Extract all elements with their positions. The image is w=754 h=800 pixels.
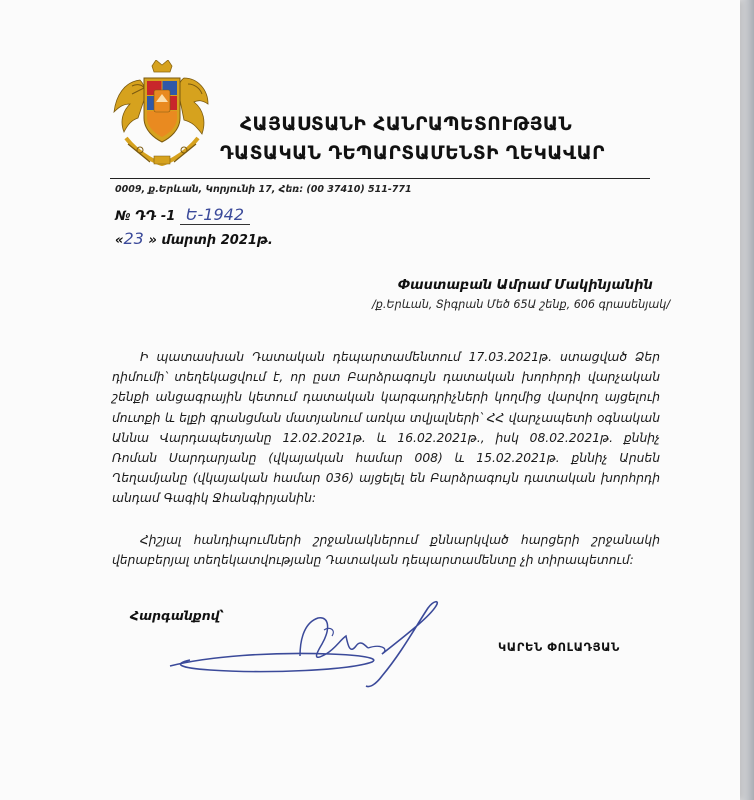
reference-number [115,205,250,224]
armenian-coat-of-arms-icon [110,60,214,170]
header-divider [110,178,650,179]
reference-handwritten-number: Ե-1942 [180,205,250,225]
body-paragraph-2: Հիշյալ հանդիպումների շրջանակներում քննարկված հարցերի շրջանակի վերաբերյալ տեղեկատվությանը Դատական դեպարտամենտը չի տիրապետում: [112,533,660,568]
page-edge-shadow [738,0,754,800]
body-paragraph-1: Ի պատասխան Դատական դեպարտամենտում 17.03.2021թ. ստացված Ձեր դիմումի՝ տեղեկացվում է, որ ըստ Բարձրագույն դատական խորհրդի վարչական շենքի անցագրային կետում դատական կարգադրիչների կողմից վարվող այցելուի մուտքի և ելքի գրանցման մատյանում առկա տվյալների՝ ՀՀ վարչապետի օգնական Աննա Վարդապետյանը 12.02.2021թ. և 16.02.2021թ., իսկ 08.02.2021թ. քննիչ Ռոման Սարդարյանը (վկայական համար 008) և 15.02.2021թ. քննիչ Արսեն Ղեղամյանը (վկայական համար 036) այցելել են Բարձրագույն դատական խորհրդի անդամ Գագիկ Ջհանգիրյանին: [112,350,660,506]
date-handwritten-day: 23 [123,229,144,248]
reference-prefix: № ԴԴ -1 [115,209,176,224]
header-title-line1: ՀԱՅԱՍՏԱՆԻ ՀԱՆՐԱՊԵՏՈՒԹՅԱՆ [240,114,573,135]
date-month-year: » մարտի 2021թ. [143,233,273,248]
header-address: 0009, ք.Երևան, Կորյունի 17, Հեռ: (00 37410) 511-771 [115,184,412,195]
recipient-name: Փաստաբան Ամրամ Մակինյանին [398,278,653,293]
date-open-quote: « [115,233,124,248]
recipient-address: /ք.Երևան, Տիգրան Մեծ 65Ա շենք, 606 գրասենյակ/ [372,298,671,311]
header-title-line2: ԴԱՏԱԿԱՆ ԴԵՊԱՐՏԱՄԵՆՏԻ ՂԵԿԱՎԱՐ [220,143,605,164]
closing-regards: Հարգանքով՝ [130,608,224,623]
reference-date [115,229,273,248]
handwritten-signature [150,596,450,692]
signer-name: ԿԱՐԵՆ ՓՈԼԱԴՅԱՆ [498,640,620,654]
